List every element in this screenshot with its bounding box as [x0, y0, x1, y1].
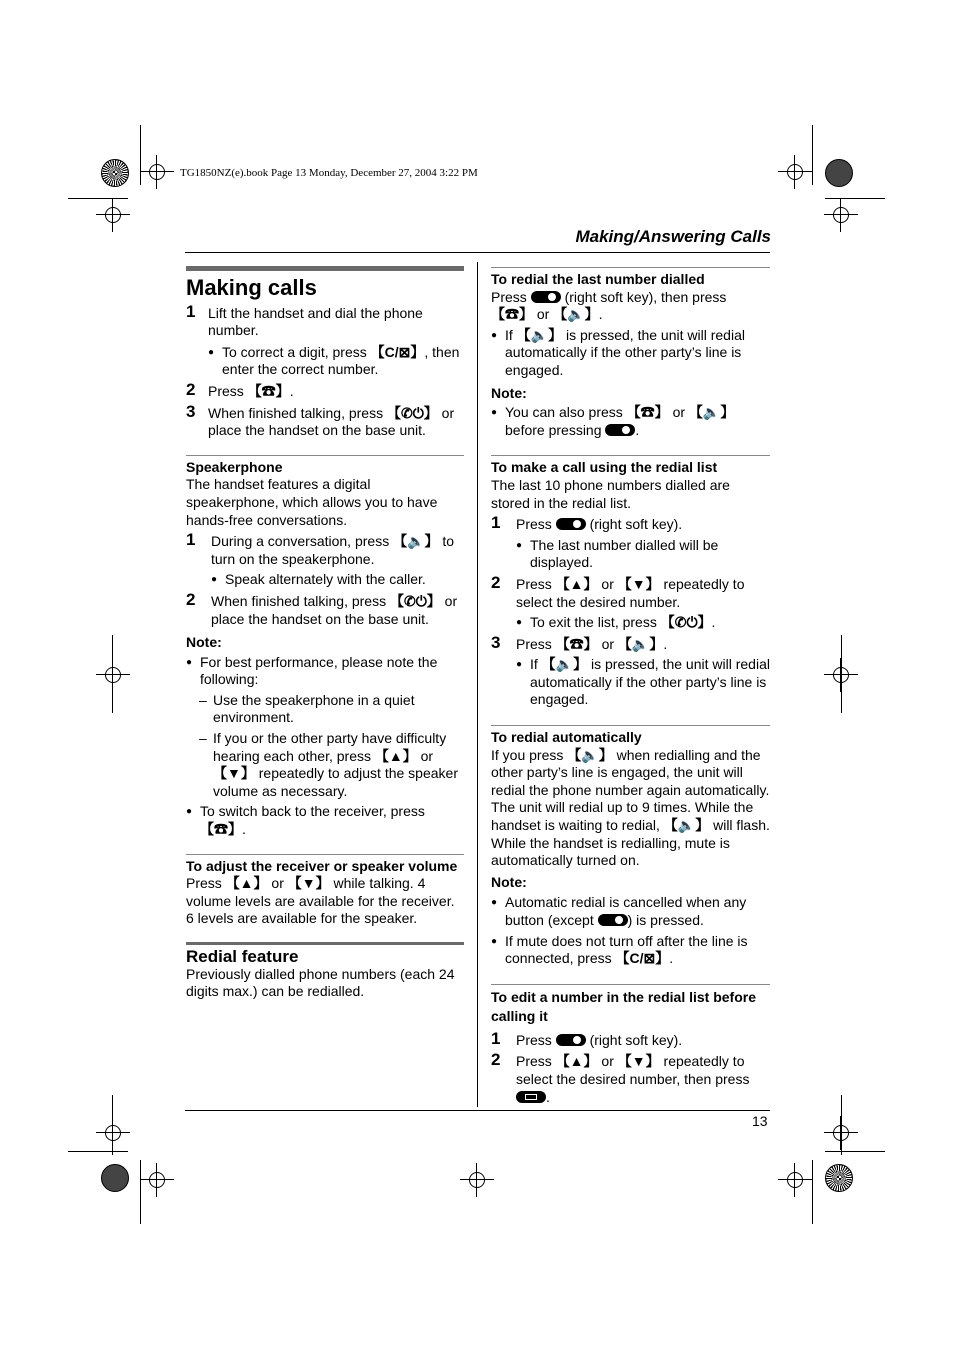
step-text: (right soft key).	[585, 516, 683, 533]
column-divider	[477, 262, 478, 1107]
step-number: 1	[491, 513, 501, 533]
step-text: During a conversation, press	[211, 533, 394, 550]
text-part: when redialling and the other party’s line is engaged, the unit will redial the phone number again automatically. The unit will redial up to 9 times. While the handset is waiting to redial,	[491, 746, 770, 834]
step-text: .	[546, 1088, 550, 1105]
crop-line	[812, 1160, 813, 1224]
step-number: 2	[491, 572, 501, 592]
note-bullet	[491, 404, 770, 439]
soft-key-icon	[531, 291, 561, 303]
step-2: 2 Press 【☎】.	[186, 379, 294, 399]
up-arrow-icon: 【▲】	[374, 747, 417, 764]
step-number: 1	[491, 1028, 501, 1048]
text-part: .	[635, 421, 640, 438]
bullet-text: is pressed, the unit will redial automatically if the other party’s line is engaged.	[530, 656, 770, 708]
step-text: Press	[516, 1053, 556, 1070]
dash-text: If you or the other party have difficulty hearing each other, press	[213, 730, 447, 764]
speaker-icon: 【🔈】	[688, 404, 735, 421]
registration-circle	[105, 667, 121, 683]
down-arrow-icon: 【▼】	[617, 1053, 660, 1070]
clear-key: 【C/⊠】	[370, 343, 425, 360]
dash-text: repeatedly to adjust the speaker volume as necessary.	[213, 765, 458, 799]
text-part: If mute does not turn off after the line is connected, press	[505, 932, 748, 967]
list-step-2-bullet	[491, 614, 770, 632]
redial-list-heading: To make a call using the redial list	[491, 459, 718, 476]
note-dash-item	[186, 730, 464, 800]
registration-sun-mark	[825, 159, 853, 187]
crop-line	[112, 1095, 113, 1155]
bullet-text: To switch back to the receiver, press	[200, 803, 425, 820]
right-column	[491, 267, 770, 1106]
phone-talk-icon: 【☎】	[247, 382, 290, 399]
registration-circle	[833, 207, 849, 223]
crop-line	[841, 1095, 842, 1155]
bullet-text: ● Speak alternately with the caller.	[211, 571, 464, 589]
volume-text-part: Press	[186, 875, 226, 892]
edit-redial-heading: To edit a number in the redial list before calling it	[491, 988, 757, 1024]
text-part: Automatic redial is cancelled when any button (except	[505, 894, 747, 928]
step-number: 2	[186, 589, 196, 609]
registration-circle	[149, 164, 165, 180]
step-text: Lift the handset and dial the phone number.	[208, 304, 423, 339]
redial-last-heading: To redial the last number dialled	[491, 271, 705, 287]
crop-line	[68, 1151, 128, 1152]
text-part: Press	[491, 288, 531, 305]
bullet-text: ● The last number dialled will be displayed.	[516, 537, 770, 572]
step-text: Press	[516, 575, 556, 592]
up-arrow-icon: 【▲】	[555, 575, 598, 592]
note-dash-item: – Use the speakerphone in a quiet environment.	[186, 692, 464, 727]
registration-circle	[105, 207, 121, 223]
soft-key-icon	[605, 424, 635, 436]
text-part: or	[668, 404, 689, 421]
dash-text: or	[416, 747, 434, 764]
step-number: 3	[491, 632, 501, 652]
crop-line	[68, 198, 128, 199]
bullet-text: .	[711, 614, 716, 631]
step-text: or	[597, 575, 618, 592]
redial-last-text	[491, 289, 770, 324]
note-bullet: ● For best performance, please note the following:	[186, 654, 464, 689]
text-part: ) is pressed.	[627, 912, 704, 928]
speaker-icon: 【🔈】	[663, 817, 710, 834]
volume-text-part: or	[267, 875, 288, 892]
redial-feature-text: Previously dialled phone numbers (each 24 digits max.) can be redialled.	[186, 965, 455, 1000]
list-step-3	[491, 632, 770, 654]
registration-sun-mark	[101, 159, 129, 187]
phone-talk-icon: 【☎】	[200, 821, 242, 838]
step-number: 2	[186, 379, 196, 399]
step-3	[186, 401, 464, 440]
crop-line	[825, 1151, 885, 1152]
bullet-text: , then enter the correct number.	[222, 343, 460, 378]
keypad-icon	[516, 1091, 546, 1103]
step-text: Press	[516, 635, 556, 652]
speaker-icon: 【🔈】	[567, 746, 613, 763]
section-divider	[186, 455, 464, 456]
crop-line	[825, 198, 885, 199]
text-part: is pressed, the unit will redial automatically if the other party’s line is engaged.	[505, 326, 745, 378]
text-part: .	[598, 306, 603, 323]
speakerphone-step-1	[186, 530, 464, 568]
phone-talk-icon: 【☎】	[491, 306, 533, 323]
speakerphone-intro: The handset features a digital speakerphone, which allows you to have hands-free conversations.	[186, 476, 438, 528]
note-label: Note:	[491, 384, 527, 401]
step-text: or	[597, 1053, 618, 1070]
speakerphone-step-2	[186, 589, 464, 628]
speaker-icon: 【🔈】	[516, 326, 563, 343]
step-text: (right soft key).	[585, 1031, 683, 1048]
registration-sun-mark	[825, 1164, 853, 1192]
speakerphone-step-1-bullet	[186, 571, 464, 589]
soft-key-icon	[556, 1034, 586, 1046]
list-step-2	[491, 572, 770, 611]
section-divider	[186, 854, 464, 855]
step-text: .	[663, 635, 668, 652]
redial-list-intro: The last 10 phone numbers dialled are stored in the redial list.	[491, 476, 730, 511]
bullet-text: If	[530, 656, 542, 673]
text-part: You can also press	[505, 404, 627, 421]
edit-step-2	[491, 1050, 770, 1106]
list-step-1-bullet	[491, 537, 770, 572]
soft-key-icon	[556, 518, 586, 530]
speaker-icon: 【🔈】	[541, 656, 588, 673]
step-text: repeatedly to select the desired number.	[516, 575, 745, 610]
step-1-bullet	[186, 344, 464, 379]
step-text: When finished talking, press	[211, 592, 390, 609]
step-text: Press	[516, 516, 556, 533]
section-bar	[186, 266, 464, 271]
up-arrow-icon: 【▲】	[555, 1053, 598, 1070]
up-arrow-icon: 【▲】	[225, 875, 268, 892]
text-part: If	[505, 326, 517, 343]
bullet-text: To exit the list, press	[530, 614, 661, 631]
step-number: 2	[491, 1050, 501, 1070]
registration-circle	[787, 164, 803, 180]
section-divider	[491, 984, 770, 985]
crop-line	[140, 1160, 141, 1224]
section-divider	[491, 267, 770, 268]
registration-circle	[469, 1172, 485, 1188]
speaker-icon: 【🔈】	[553, 306, 599, 323]
auto-redial-heading: To redial automatically	[491, 729, 642, 746]
down-arrow-icon: 【▼】	[287, 875, 330, 892]
speaker-icon: 【🔈】	[617, 635, 664, 652]
speakerphone-heading: Speakerphone	[186, 458, 283, 475]
step-text: or place the handset on the base unit.	[208, 404, 455, 439]
off-power-icon: 【✆⏻】	[386, 404, 438, 421]
print-info: TG1850NZ(e).book Page 13 Monday, December 27, 2004 3:22 PM	[180, 167, 478, 179]
soft-key-icon	[598, 914, 628, 926]
section-divider	[491, 725, 770, 726]
down-arrow-icon: 【▼】	[213, 765, 255, 782]
volume-text-part: while talking. 4 volume levels are available for the receiver. 6 levels are available for the speaker.	[186, 875, 455, 927]
crop-line	[140, 125, 141, 185]
section-divider	[491, 455, 770, 456]
list-step-3-bullet	[491, 656, 770, 709]
down-arrow-icon: 【▼】	[617, 575, 660, 592]
left-column	[186, 266, 464, 1001]
redial-last-bullet	[491, 327, 770, 380]
edit-step-1	[491, 1028, 770, 1050]
redial-feature-title: Redial feature	[186, 947, 299, 966]
off-power-icon: 【✆⏻】	[660, 614, 712, 631]
step-number: 1	[186, 530, 196, 550]
registration-circle	[105, 1125, 121, 1141]
text-part: (right soft key), then press	[560, 288, 727, 305]
header-rule	[185, 252, 770, 253]
auto-redial-text	[491, 747, 770, 870]
text-part: before pressing	[505, 421, 606, 438]
crop-line	[112, 635, 113, 713]
footer-rule	[185, 1110, 770, 1111]
phone-talk-icon: 【☎】	[626, 404, 669, 421]
section-title-making-calls: Making calls	[186, 275, 317, 300]
clear-key: 【C/⊠】	[615, 950, 670, 967]
volume-text	[186, 875, 464, 928]
step-text: Press	[208, 382, 248, 399]
text-part: or	[533, 306, 554, 323]
bullet-text: To correct a digit, press	[222, 343, 371, 360]
list-step-1	[491, 513, 770, 534]
note-bullet	[491, 894, 770, 929]
note-bullet: ● To switch back to the receiver, press 【☎】.	[186, 803, 464, 838]
step-text: or	[597, 635, 618, 652]
page-number: 13	[752, 1113, 768, 1129]
text-part: If you press	[491, 746, 568, 763]
page-header-title: Making/Answering Calls	[575, 227, 771, 246]
note-label: Note:	[186, 634, 222, 651]
speaker-icon: 【🔈】	[393, 533, 439, 550]
section-bar	[186, 942, 464, 945]
off-power-icon: 【✆⏻】	[389, 592, 441, 609]
registration-circle	[149, 1172, 165, 1188]
registration-sun-mark	[101, 1164, 129, 1192]
step-text: When finished talking, press	[208, 404, 387, 421]
crop-line	[841, 635, 842, 713]
step-text: to turn on the speakerphone.	[211, 533, 455, 567]
step-1	[186, 301, 464, 340]
registration-circle	[787, 1172, 803, 1188]
step-text: Press	[516, 1031, 556, 1048]
text-part: .	[669, 950, 674, 967]
step-text: or place the handset on the base unit.	[211, 592, 458, 627]
step-number: 1	[186, 301, 196, 321]
step-number: 3	[186, 401, 196, 421]
crop-line	[812, 125, 813, 185]
volume-heading: To adjust the receiver or speaker volume	[186, 857, 458, 874]
note-label: Note:	[491, 873, 527, 890]
text-part: will flash. While the handset is redialling, mute is automatically turned on.	[491, 817, 770, 869]
phone-talk-icon: 【☎】	[555, 635, 598, 652]
step-text: repeatedly to select the desired number, then press	[516, 1053, 750, 1087]
note-bullet	[491, 933, 770, 968]
